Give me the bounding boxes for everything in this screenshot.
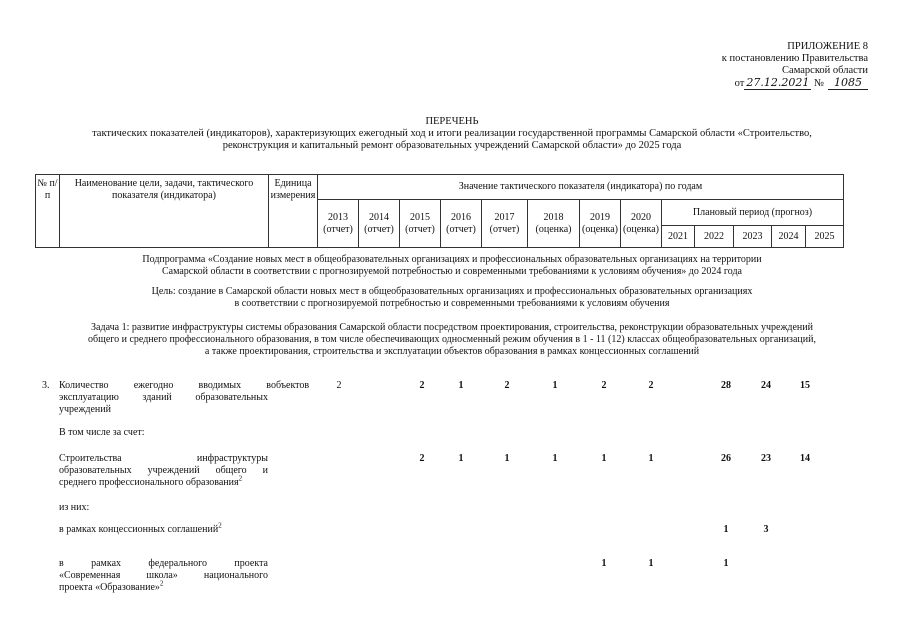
of-them-label: из них: (59, 502, 90, 513)
build-value-2016: 1 (458, 453, 464, 464)
fed-name-line2: «Современная школа» национального (59, 570, 268, 581)
plan-year-2023: 2023 (734, 226, 772, 248)
build-name-line1: Строительства инфраструктуры (59, 453, 268, 464)
appendix-title: ПРИЛОЖЕНИЕ 8 (787, 41, 868, 52)
build-name-line2: образовательных учреждений общего и (59, 465, 268, 476)
handwritten-number: 1085 (828, 77, 868, 90)
year-cell-2013: 2013 (отчет) (318, 200, 359, 248)
row3-value-2022: 28 (721, 380, 731, 391)
footnote-mark: 2 (218, 521, 222, 530)
plan-year-2024: 2024 (772, 226, 806, 248)
plan-year-2022: 2022 (695, 226, 734, 248)
build-value-2017: 1 (504, 453, 510, 464)
subprogram-line2: Самарской области в соответствии с прогнозируемой потребностью и современными требованиями к условиям обучения» до 2024 года (162, 266, 742, 277)
plan-year-2025: 2025 (806, 226, 844, 248)
year-cell-2017: 2017 (отчет) (482, 200, 528, 248)
including-label: В том числе за счет: (59, 427, 145, 438)
row3-value-2013: 2 (336, 380, 342, 391)
row3-name-line1: Количество ежегодно вводимых в (59, 380, 271, 391)
row3-name-line2: эксплуатацию зданий образовательных (59, 392, 268, 403)
task-line1: Задача 1: развитие инфраструктуры системы образования Самарской области посредством проектирования, строительства, реконструкции образовательных учреждений (91, 322, 813, 333)
row3-value-2015: 2 (419, 380, 425, 391)
task-line3: а также проектирования, строительства и эксплуатации объектов образования в рамках концессионных соглашений (204, 346, 700, 357)
appendix-line3: Самарской области (782, 65, 868, 76)
indicator-table-header (35, 174, 844, 248)
row3-value-2018: 1 (552, 380, 558, 391)
number-prefix: № (813, 78, 824, 89)
concession-value-2023: 3 (763, 524, 769, 535)
col-values-header: Значение тактического показателя (индикатора) по годам (318, 175, 844, 200)
planned-period-header: Плановый период (прогноз) (662, 200, 844, 226)
document-title-line2: реконструкция и капитальный ремонт образовательных учреждений Самарской области» до 2025 года (222, 140, 682, 151)
plan-year-2021: 2021 (662, 226, 695, 248)
col-name-header: Наименование цели, задачи, тактического показателя (индикатора) (60, 175, 269, 248)
appendix-date-line (688, 77, 868, 90)
col-num-header: № п/п (36, 175, 60, 248)
task-line2: общего и среднего профессионального образования, в том числе обеспечивающих односменный режим обучения в 1 - 11 (12) классах общеобразовательных организаций, (88, 334, 816, 345)
year-cell-2016: 2016 (отчет) (441, 200, 482, 248)
build-name-line3: среднего профессионального образования$^2$ (59, 474, 243, 488)
document-heading: ПЕРЕЧЕНЬ (425, 116, 479, 127)
fed-value-2020: 1 (648, 558, 654, 569)
row3-value-2016: 1 (458, 380, 464, 391)
row3-value-2023: 24 (761, 380, 771, 391)
year-cell-2019: 2019 (оценка) (580, 200, 621, 248)
date-prefix: от (734, 78, 745, 89)
row3-value-2020: 2 (648, 380, 654, 391)
concession-name: в рамках концессионных соглашений$^2$ (59, 521, 222, 535)
footnote-mark: 2 (159, 579, 164, 588)
row-number: 3. (42, 380, 50, 391)
document-title-line1: тактических показателей (индикаторов), характеризующих ежегодный ход и итоги реализации государственной программы Самарской области «Строительство, (92, 128, 812, 139)
col-unit-header: Единица измерения (269, 175, 318, 248)
build-value-2015: 2 (419, 453, 425, 464)
build-value-2024: 14 (800, 453, 810, 464)
handwritten-date: 27.12.2021 (746, 76, 810, 89)
subprogram-line1: Подпрограмма «Создание новых мест в общеобразовательных организациях и профессиональных образовательных организациях на территории (142, 254, 762, 265)
build-value-2020: 1 (648, 453, 654, 464)
appendix-header (688, 41, 868, 90)
fed-name-line1: в рамках федерального проекта (59, 558, 268, 569)
appendix-line2: к постановлению Правительства (721, 53, 868, 64)
row3-value-2024: 15 (800, 380, 810, 391)
row3-name-line3: учреждений (59, 404, 111, 415)
goal-line1: Цель: создание в Самарской области новых мест в общеобразовательных организациях и профессиональных образовательных организациях (151, 286, 753, 297)
year-cell-2014: 2014 (отчет) (359, 200, 400, 248)
year-cell-2020: 2020 (оценка) (621, 200, 662, 248)
build-value-2018: 1 (552, 453, 558, 464)
goal-line2: в соответствии с прогнозируемой потребностью и современными требованиями к условиям обучения (234, 298, 670, 309)
build-value-2022: 26 (721, 453, 731, 464)
fed-name-line3: проекта «Образование»$^2$ (59, 579, 164, 593)
row3-value-2017: 2 (504, 380, 510, 391)
build-value-2023: 23 (761, 453, 771, 464)
fed-value-2019: 1 (601, 558, 607, 569)
fed-value-2022: 1 (723, 558, 729, 569)
year-cell-2018: 2018 (оценка) (528, 200, 580, 248)
footnote-mark: 2 (238, 474, 243, 483)
build-value-2019: 1 (601, 453, 607, 464)
row3-value-2019: 2 (601, 380, 607, 391)
year-cell-2015: 2015 (отчет) (400, 200, 441, 248)
row3-unit: объектов (271, 380, 310, 391)
concession-value-2022: 1 (723, 524, 729, 535)
